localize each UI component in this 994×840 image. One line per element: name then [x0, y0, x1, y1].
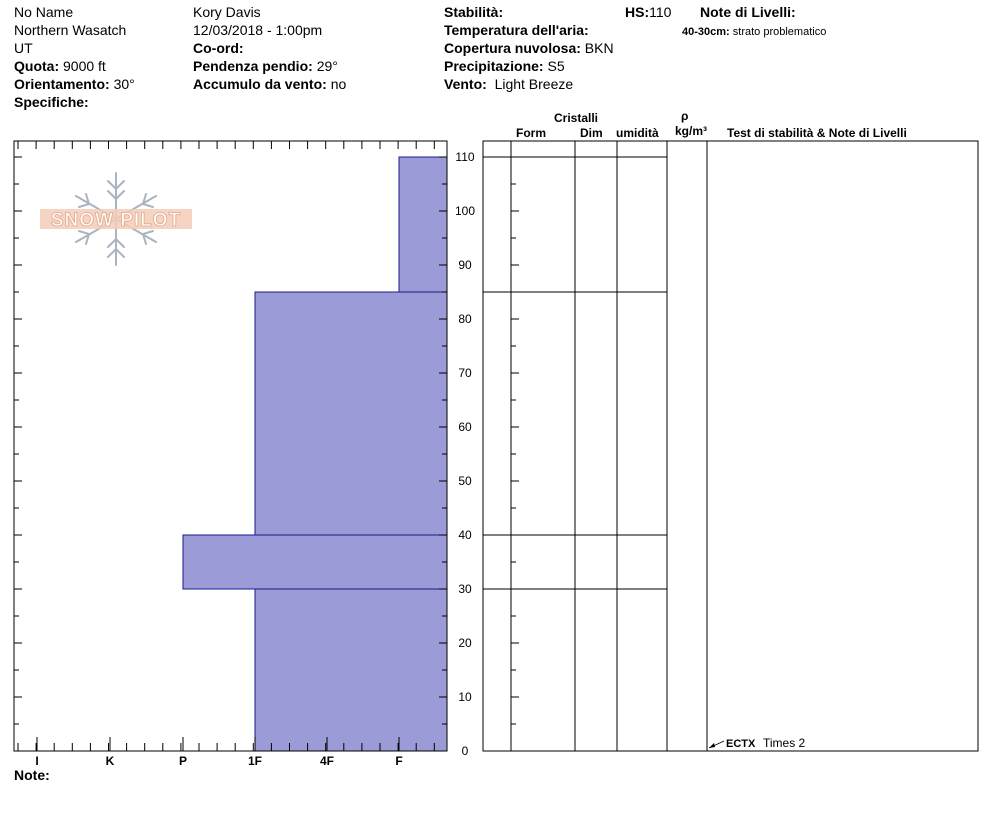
- hardness-layer-0: [399, 157, 447, 292]
- rho-header: ρ: [681, 109, 689, 123]
- x-tick-label: K: [105, 754, 115, 768]
- aspect-label: Orientamento:: [14, 76, 110, 92]
- x-tick-label: F: [395, 754, 403, 768]
- test-code: ECTX: [726, 738, 756, 750]
- air-temp-label: Temperatura dell'aria:: [444, 22, 589, 38]
- logo-text: SNOW PILOT: [50, 210, 182, 231]
- hardness-layers: [183, 157, 447, 751]
- y-tick-label: 100: [454, 204, 476, 218]
- hs-value: 110: [649, 4, 672, 20]
- elevation-value: 9000 ft: [63, 58, 106, 74]
- aspect-value: 30°: [113, 76, 135, 92]
- sky-value: BKN: [584, 40, 614, 56]
- precip-label: Precipitazione:: [444, 58, 544, 74]
- wind-loading-value: no: [330, 76, 347, 92]
- specifics-label: Specifiche:: [14, 94, 89, 110]
- note-label: Note:: [14, 767, 50, 783]
- sky-label: Copertura nuvolosa:: [444, 40, 581, 56]
- precip-value: S5: [547, 58, 565, 74]
- form-header: Form: [516, 126, 546, 140]
- wind-label: Vento:: [444, 76, 487, 92]
- y-tick-label: 0: [461, 744, 469, 758]
- layer-note-range: 40-30cm:: [682, 26, 730, 38]
- y-tick-label: 40: [458, 528, 472, 542]
- hardness-layer-3: [255, 589, 447, 751]
- layer-note-text: strato problematico: [732, 26, 827, 38]
- wind-loading-label: Accumulo da vento:: [193, 76, 327, 92]
- x-tick-label: 4F: [319, 754, 335, 768]
- y-tick-label: 30: [458, 582, 472, 596]
- y-tick-label: 90: [458, 258, 472, 272]
- layer-notes-title: Note di Livelli:: [700, 4, 796, 20]
- layer-table-grid: [483, 141, 978, 751]
- x-tick-label: 1F: [247, 754, 263, 768]
- y-tick-label: 60: [458, 420, 472, 434]
- stability-test-annotation: [709, 736, 806, 750]
- density-unit-header: kg/m³: [675, 124, 708, 138]
- snowpilot-logo: [40, 173, 192, 265]
- stability-label: Stabilità:: [444, 4, 504, 20]
- hs-label: HS:: [625, 4, 650, 20]
- y-tick-label: 10: [458, 690, 472, 704]
- y-tick-label: 20: [458, 636, 472, 650]
- observer-name: Kory Davis: [193, 4, 261, 20]
- slope-value: 29°: [316, 58, 338, 74]
- y-tick-label: 80: [458, 312, 472, 326]
- test-pointer-arrow: [709, 743, 715, 748]
- y-tick-label: 50: [458, 474, 472, 488]
- observation-datetime: 12/03/2018 - 1:00pm: [193, 22, 323, 38]
- tests-header: Test di stabilità & Note di Livelli: [727, 126, 907, 140]
- x-tick-label: P: [178, 754, 188, 768]
- moisture-header: umidità: [616, 126, 659, 140]
- range-name: Northern Wasatch: [14, 22, 127, 38]
- wind-value: Light Breeze: [494, 76, 574, 92]
- size-header: Dim: [580, 126, 603, 140]
- coord-label: Co-ord:: [193, 40, 244, 56]
- table-border: [483, 141, 978, 751]
- crystals-header: Cristalli: [554, 111, 599, 125]
- x-tick-label: I: [35, 754, 39, 768]
- state-name: UT: [14, 40, 33, 56]
- test-text: Times 2: [763, 736, 806, 750]
- y-tick-label: 110: [455, 150, 475, 164]
- location-name: No Name: [14, 4, 74, 20]
- hardness-layer-1: [255, 292, 447, 535]
- elevation-label: Quota:: [14, 58, 60, 74]
- y-tick-label: 70: [458, 366, 472, 380]
- slope-label: Pendenza pendio:: [193, 58, 313, 74]
- hardness-layer-2: [183, 535, 447, 589]
